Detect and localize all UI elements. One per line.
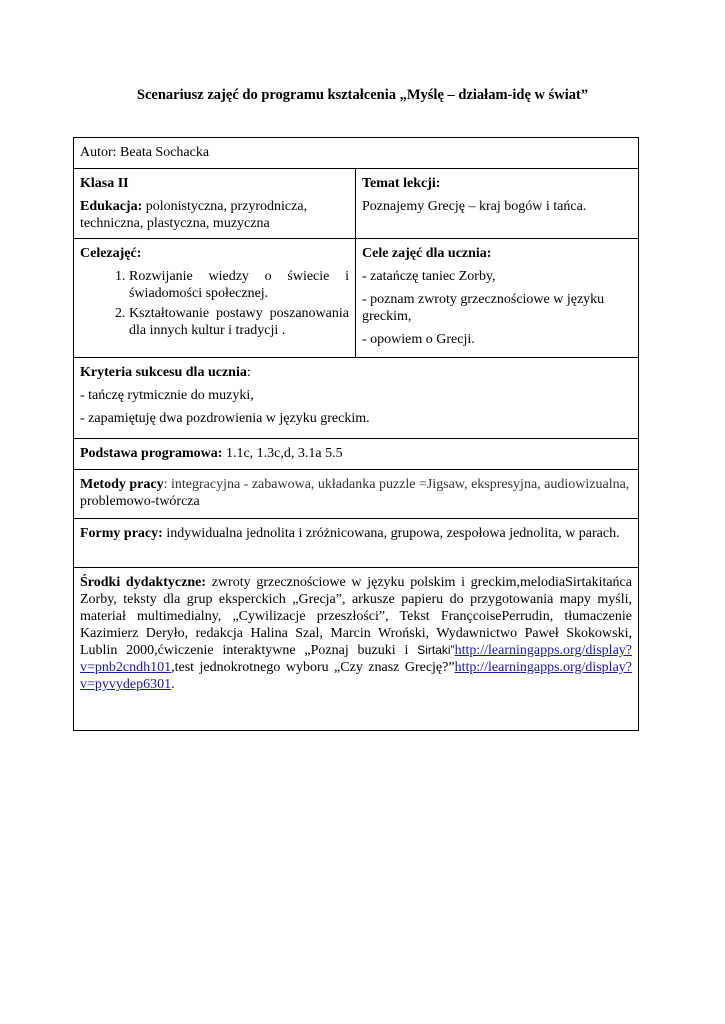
author-cell	[74, 138, 639, 169]
core-curriculum-value: 1.1c, 1.3c,d, 3.1a 5.5	[222, 446, 343, 461]
lesson-table	[73, 137, 639, 731]
resources-text	[80, 574, 632, 693]
learningapps-link-2[interactable]: http://learningapps.org/display?v=pyvydep6301	[80, 660, 632, 692]
list-item: - opowiem o Grecji.	[362, 332, 475, 347]
criteria-cell	[74, 358, 639, 439]
resources-cell	[74, 568, 639, 731]
methods-value-end: problemowo-twórcza	[80, 494, 200, 509]
education-text	[80, 198, 349, 232]
list-item: 2. Kształtowanie postawy poszanowania dla innych kultur i tradycji .	[129, 305, 349, 339]
resources-row	[74, 568, 639, 731]
core-curriculum-row	[74, 439, 639, 470]
forms-row	[74, 519, 639, 568]
resources-value-3: .	[171, 677, 175, 692]
topic-label: Temat lekcji:	[362, 176, 441, 191]
list-item: 1. Rozwijanie wiedzy o świecie i świadomości społecznej.	[129, 268, 349, 302]
resources-label: Środki dydaktyczne:	[80, 575, 207, 590]
student-goals-label: Cele zajęć dla ucznia:	[362, 246, 492, 261]
document-title: Scenariusz zajęć do programu kształcenia „Myślę – działam-idę w świat”	[136, 87, 589, 103]
education-label: Edukacja:	[80, 199, 143, 214]
methods-value: : integracyjna - zabawowa, układanka puzzle =Jigsaw, ekspresyjna, audiowizualna,	[163, 477, 630, 492]
lesson-goals-list	[80, 268, 349, 339]
topic-cell	[356, 169, 639, 239]
methods-text	[80, 476, 632, 510]
forms-value: indywidualna jednolita i zróżnicowana, grupowa, zespołowa jednolita, w parach.	[162, 526, 620, 541]
education-value: polonistyczna, przyrodnicza, techniczna, plastyczna, muzyczna	[80, 199, 308, 231]
methods-cell	[74, 470, 639, 519]
lesson-goals-cell	[74, 239, 356, 358]
criteria-colon: :	[246, 365, 251, 380]
class-label: Klasa II	[80, 176, 129, 191]
criteria-row	[74, 358, 639, 439]
student-goals-cell	[356, 239, 639, 358]
methods-row	[74, 470, 639, 519]
author-row	[74, 138, 639, 169]
forms-text	[80, 525, 632, 542]
resources-value: zwroty grzecznościowe w języku polskim i greckim,melodiaSirtakitańca Zorby, teksty dla grup eksperckich „Grecja”, arkusze papieru do przygotowania mapy myśli, materiał multimedialny, „Cywilizacje przeszłości”, Tekst FrançcoisePerrudin, tłumaczenie Kazimierz Deryło, redakcja Halina Szal, Marcin Wroński, Wydawnictwo Paweł Skokowski, Lublin 2000,ćwiczenie interaktywne „Poznaj buzuki i	[80, 575, 632, 658]
resources-value-2: ,test jednokrotnego wyboru „Czy znasz Grecję?”	[171, 660, 455, 675]
resources-sirtaki: Sirtaki”	[417, 643, 455, 657]
criteria-label: Kryteria sukcesu dla ucznia	[80, 365, 247, 380]
lesson-goals-label: Celezajęć:	[80, 246, 142, 261]
criteria-heading	[80, 364, 632, 381]
core-curriculum-text	[80, 445, 632, 462]
methods-label: Metody pracy	[80, 477, 164, 492]
list-item: - tańczę rytmicznie do muzyki,	[80, 388, 254, 403]
list-item: - poznam zwroty grzecznościowe w języku greckim,	[362, 292, 605, 324]
author: Autor: Beata Sochacka	[80, 145, 210, 160]
list-item: - zatańczę taniec Zorby,	[362, 269, 496, 284]
forms-label: Formy pracy:	[80, 526, 163, 541]
goals-row	[74, 239, 639, 358]
topic-value: Poznajemy Grecję – kraj bogów i tańca.	[362, 199, 587, 214]
core-curriculum-label: Podstawa programowa:	[80, 446, 223, 461]
forms-cell	[74, 519, 639, 568]
class-topic-row	[74, 169, 639, 239]
class-cell	[74, 169, 356, 239]
core-curriculum-cell	[74, 439, 639, 470]
learningapps-link-1[interactable]: http://learningapps.org/display?v=pnb2cndh101	[80, 643, 632, 675]
list-item: - zapamiętuję dwa pozdrowienia w języku greckim.	[80, 411, 370, 426]
